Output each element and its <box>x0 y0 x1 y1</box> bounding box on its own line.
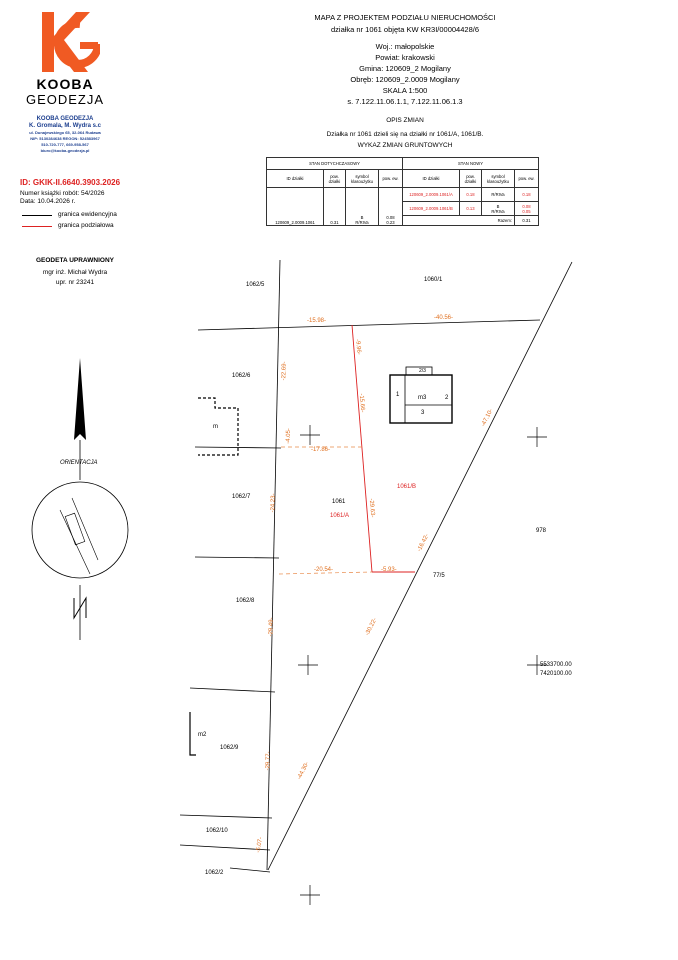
scale: SKALA 1:500 <box>382 86 428 95</box>
changes-heading: OPIS ZMIAN <box>386 117 424 124</box>
col-area: pow. działki <box>324 170 346 188</box>
distance-label: -9.96- <box>354 338 362 356</box>
building-label-m: m <box>213 424 218 430</box>
company-nip: NIP: 5130284638 REGON: 524583967 <box>30 136 100 141</box>
new-area-a: 0.18 <box>460 188 482 202</box>
company-phone: 510-720-777, 669-958-567 <box>41 142 89 147</box>
distance-label: -15.98- <box>307 318 327 324</box>
col-id: ID działki <box>267 170 324 188</box>
col-area-new: pow. działki <box>460 170 482 188</box>
boundary-1062-9 <box>180 815 272 818</box>
distance-label: -44.30- <box>296 761 311 781</box>
old-area: 0.31 <box>324 188 346 226</box>
document-id: ID: GKIK-II.6640.3903.2026 <box>20 178 121 187</box>
book-number: Numer książki robót: 54/2026 <box>20 190 105 197</box>
distance-label: -15.66- <box>357 393 366 413</box>
map-subtitle: działka nr 1061 objęta KW KR3I/00004428/6 <box>330 25 479 34</box>
old-state-header: STAN DOTYCHCZASOWY <box>267 158 403 170</box>
parcel-1062-7: 1062/7 <box>232 494 251 500</box>
orientation-label: ORIENTACJA <box>60 460 98 466</box>
brand-sub: GEODEZJA <box>25 92 105 107</box>
parcel-1061: 1061 <box>332 499 346 505</box>
col-class: symbol klasoużytku <box>346 170 379 188</box>
new-id-b: 120609_2.0009.1061/B <box>403 202 460 216</box>
building-label-3: 3 <box>421 410 425 416</box>
parcel-1061-b: 1061/B <box>397 484 417 490</box>
col-class-new: symbol klasoużytku <box>482 170 515 188</box>
boundary-1062-6 <box>195 447 281 448</box>
boundary-north <box>198 320 540 330</box>
new-id-a: 120609_2.0009.1061/A <box>403 188 460 202</box>
col-use-area-new: pow. ew. <box>515 170 539 188</box>
building-m2 <box>190 712 196 755</box>
company-owners: K. Gromala, M. Wydra s.c <box>29 123 101 129</box>
coord-x: 7420100.00 <box>540 671 572 677</box>
distance-label: -29.63- <box>367 498 376 518</box>
parcel-1062-6: 1062/6 <box>232 373 251 379</box>
boundary-west <box>267 260 280 870</box>
division-line-1061 <box>352 325 372 572</box>
distance-label: -30.22- <box>364 617 379 637</box>
new-state-header: STAN NOWY <box>403 158 539 170</box>
boundary-1062-7 <box>195 557 279 558</box>
distance-label: -5.93- <box>381 567 397 573</box>
parcel-1062-5: 1062/5 <box>246 282 265 288</box>
building-m <box>198 398 238 455</box>
surveyor-license: upr. nr 23241 <box>55 279 95 286</box>
new-use-a: 0.18 <box>515 188 539 202</box>
company-name: KOOBA GEODEZJA <box>36 116 94 122</box>
document-date: Data: 10.04.2026 r. <box>20 198 76 205</box>
old-use: 0.08 0.23 <box>379 188 403 226</box>
col-id-new: ID działki <box>403 170 460 188</box>
building-label-m2: m2 <box>198 732 207 738</box>
building-label-m3: m3 <box>418 395 427 401</box>
old-id: 120609_2.0009.1061 <box>267 188 324 226</box>
parcel-1060-1: 1060/1 <box>424 277 443 283</box>
old-class: B R/RIVa <box>346 188 379 226</box>
new-use-b: 0.08 0.05 <box>515 202 539 216</box>
new-class-a: R/RIVa <box>482 188 515 202</box>
building-label-2-3: 2/3 <box>419 368 426 374</box>
boundary-1062-8 <box>190 688 275 692</box>
distance-label: -4.05- <box>285 428 293 444</box>
coord-y: 5533700.00 <box>540 662 572 668</box>
distance-label: -29.49- <box>268 617 275 637</box>
new-class-b: B R/RIVa <box>482 202 515 216</box>
precinct: Obręb: 120609_2.0009 Mogilany <box>350 75 460 84</box>
sheets: s. 7.122.11.06.1.1, 7.122.11.06.1.3 <box>347 97 463 106</box>
distance-label: -17.86- <box>311 447 331 453</box>
surveyor-heading: GEODETA UPRAWNIONY <box>35 257 114 264</box>
building-label-2: 2 <box>445 395 449 401</box>
parcel-978: 978 <box>536 528 547 534</box>
company-email: biuro@kooba-geodezja.pl <box>40 148 90 153</box>
distance-label: -40.56- <box>434 315 454 321</box>
north-arrow-icon <box>32 358 128 640</box>
parcel-1062-9: 1062/9 <box>220 745 239 751</box>
new-area-b: 0.13 <box>460 202 482 216</box>
parcel-1062-8: 1062/8 <box>236 598 255 604</box>
building-label-1: 1 <box>396 392 400 398</box>
distance-label: -22.69- <box>281 361 288 381</box>
legend-label-division: granica podziałowa <box>58 222 114 229</box>
county: Powiat: krakowski <box>375 53 435 62</box>
distance-label: -20.54- <box>314 567 334 573</box>
distance-label: -5.07- <box>255 836 265 854</box>
col-use-area: pow. ew. <box>379 170 403 188</box>
voivodeship: Woj.: małopolskie <box>375 42 435 51</box>
boundary-1062-2 <box>230 868 270 872</box>
commune: Gmina: 120609_2 Mogilany <box>359 64 451 73</box>
legend-label-evidence: granica ewidencyjna <box>58 211 117 218</box>
brand-name: KOOBA <box>36 76 94 92</box>
parcel-1062-10: 1062/10 <box>206 828 228 834</box>
distance-label: -47.10- <box>480 408 495 428</box>
distance-label: -16.42- <box>416 533 431 553</box>
parcel-1061-a: 1061/A <box>330 513 350 519</box>
distance-label: -29.77- <box>265 751 272 771</box>
table-heading: WYKAZ ZMIAN GRUNTOWYCH <box>357 142 453 149</box>
distance-label: -24.23- <box>270 493 277 513</box>
sum-value: 0.31 <box>515 216 539 226</box>
sum-label: Razem: <box>403 216 515 226</box>
parcel-77-5: 77/5 <box>433 573 445 579</box>
company-address: ul. Dunajewskiego 65, 32-064 Rudawa <box>29 130 101 135</box>
parcel-1062-2: 1062/2 <box>205 870 224 876</box>
boundary-east <box>268 262 572 870</box>
map-title: MAPA Z PROJEKTEM PODZIAŁU NIERUCHOMOŚCI <box>314 13 496 22</box>
changes-description: Działka nr 1061 dzieli się na działki nr 1061/A, 1061/B. <box>326 131 484 138</box>
surveyor-name: mgr inż. Michał Wydra <box>42 269 108 276</box>
